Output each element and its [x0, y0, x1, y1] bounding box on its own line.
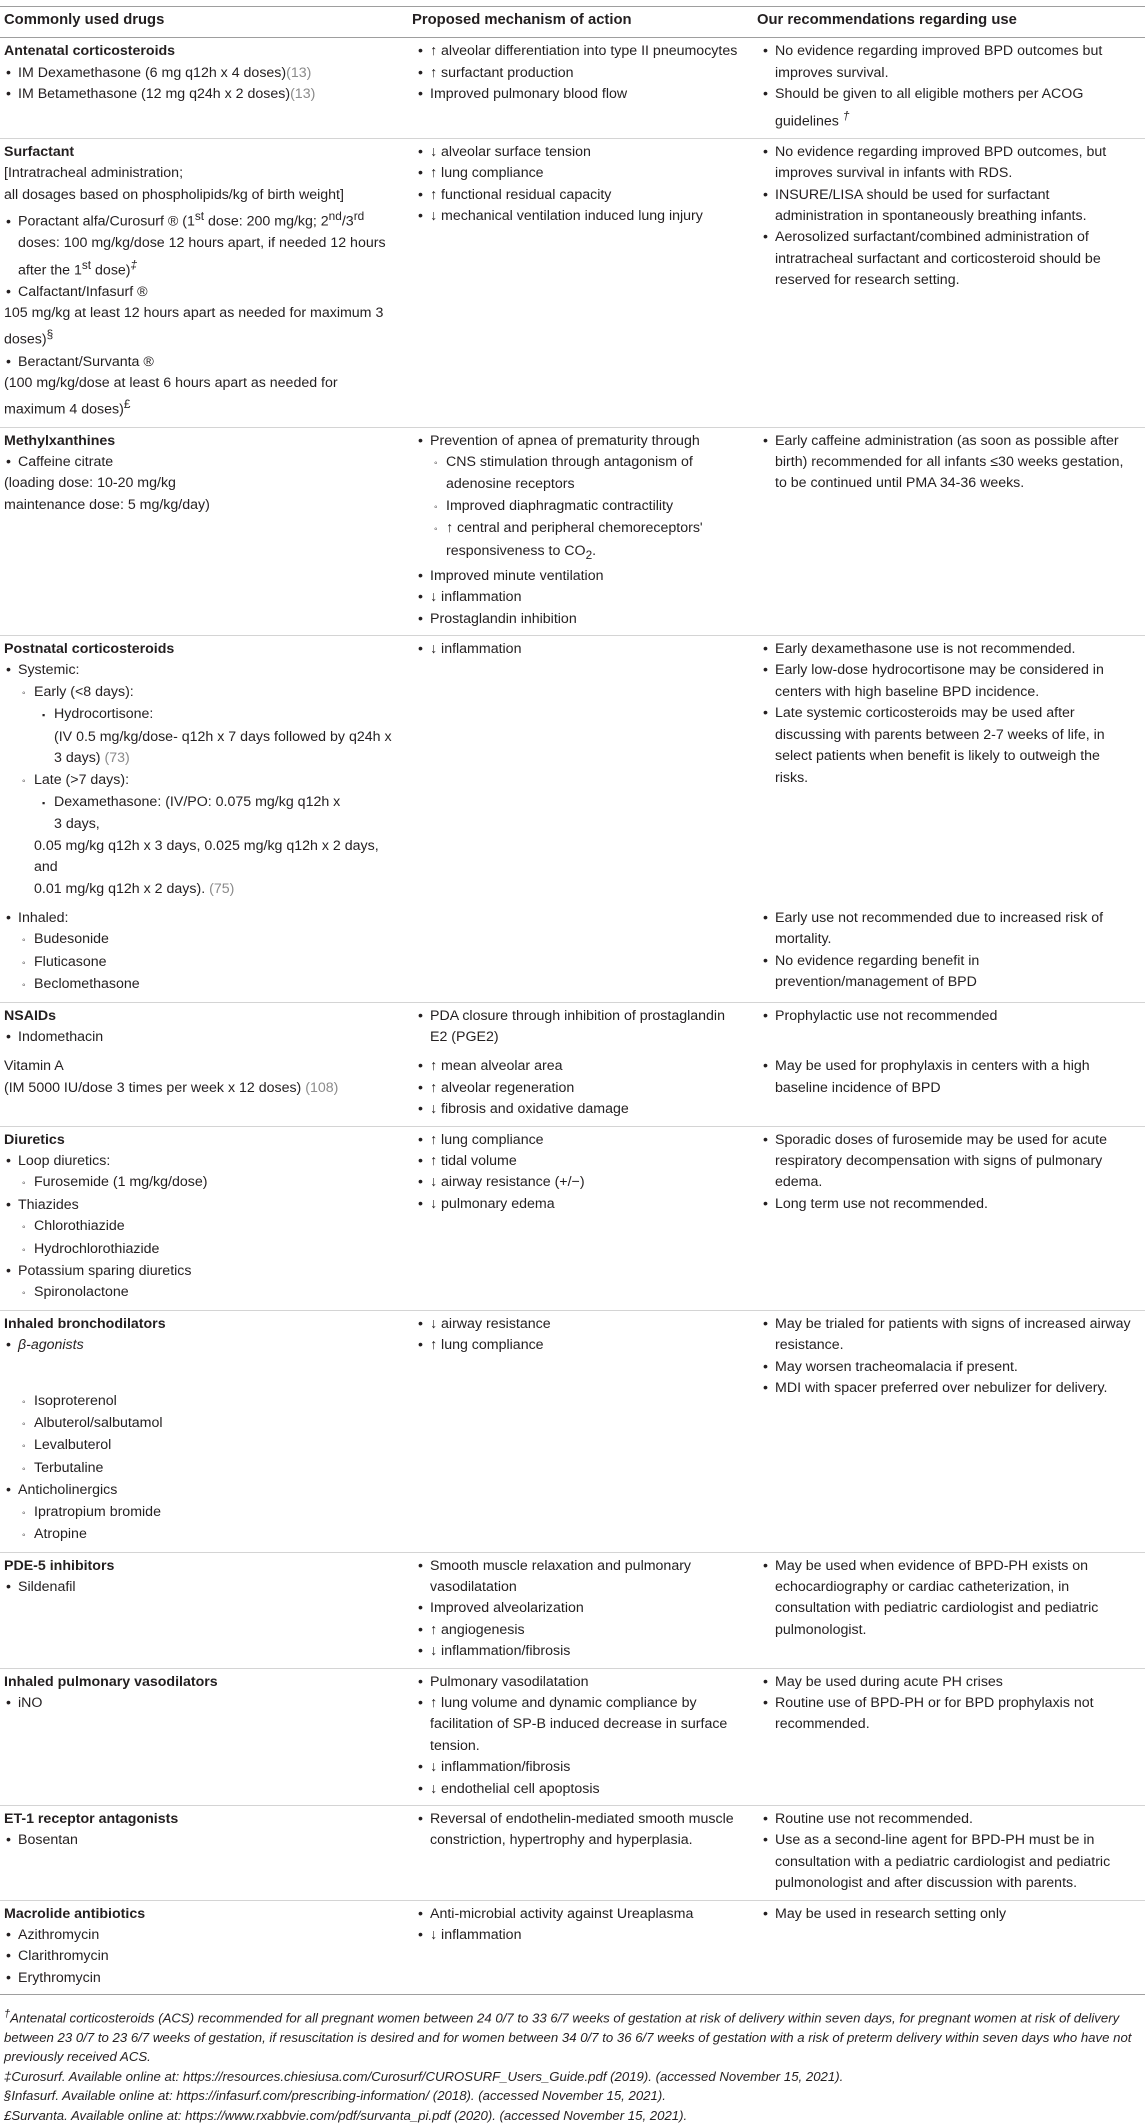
list-item: • ↑ alveolar differentiation into type II pneumocytes — [416, 41, 739, 62]
list-item: • May be used in research setting only — [761, 1904, 1131, 1925]
table-row-macrolides — [0, 1900, 1145, 1995]
mechanism-cell — [408, 1805, 753, 1900]
list-item: • ↑ lung compliance — [416, 1130, 739, 1151]
footnote-mark: § — [46, 327, 54, 342]
list-item: • ↑ tidal volume — [416, 1151, 739, 1172]
list-item: • ↓ alveolar surface tension — [416, 142, 739, 163]
list-item: • ↓ mechanical ventilation induced lung injury — [416, 206, 739, 227]
column-header-recommendations: Our recommendations regarding use — [753, 7, 1145, 38]
list-item: • May be used during acute PH crises — [761, 1672, 1131, 1693]
mechanism-cell — [408, 1900, 753, 1995]
table-row-pulmonary-vasodilators — [0, 1668, 1145, 1805]
list-item: • ↑ lung volume and dynamic compliance by facilitation of SP-B induced decrease in surface tension. — [416, 1693, 739, 1757]
list-item: • Systemic: — [4, 660, 394, 681]
list-item: • ↓ endothelial cell apoptosis — [416, 1779, 739, 1800]
dose-line: (IV 0.5 mg/kg/dose- q12h x 7 days followed by q24h x 3 days) (73) — [54, 728, 392, 767]
table-row-pde5 — [0, 1552, 1145, 1668]
list-item: • ↓ inflammation/fibrosis — [416, 1757, 739, 1778]
recommendation-cell — [753, 1552, 1145, 1668]
drug-name: Vitamin A — [4, 1058, 64, 1075]
sub-list-item: ◦ Albuterol/salbutamol — [4, 1413, 394, 1435]
table-header-row — [0, 7, 1145, 38]
sub-list-item: ◦ Fluticasone — [4, 952, 394, 974]
row-heading: Inhaled bronchodilators — [4, 1315, 166, 1332]
list-item: • Improved minute ventilation — [416, 566, 739, 587]
list-item: • PDA closure through inhibition of prostaglandin E2 (PGE2) — [416, 1006, 739, 1049]
mechanism-cell — [408, 1310, 753, 1552]
table-row-postnatal-inhaled — [0, 905, 1145, 1002]
sub-list-item: ◦ Early (<8 days): — [4, 682, 394, 704]
sub-list-item: ◦ CNS stimulation through antagonism of adenosine receptors — [416, 452, 739, 496]
sub-list-item: ◦ Furosemide (1 mg/kg/dose) — [4, 1172, 394, 1194]
list-item: • ↑ functional residual capacity — [416, 185, 739, 206]
drugs-cell — [0, 1805, 408, 1900]
list-item: • Sildenafil — [4, 1577, 394, 1598]
mechanism-cell — [408, 636, 753, 905]
mechanism-cell — [408, 905, 753, 1002]
dose-line: (100 mg/kg/dose at least 6 hours apart as needed for maximum 4 doses)£ — [4, 375, 338, 419]
row-heading: Macrolide antibiotics — [4, 1905, 146, 1922]
drugs-cell — [0, 905, 408, 1002]
list-item: • Anticholinergics — [4, 1480, 394, 1501]
footnote-mark: £ — [123, 397, 131, 412]
sub-list-item: ◦ Chlorothiazide — [4, 1216, 394, 1238]
reference-link[interactable]: (13) — [290, 86, 316, 103]
recommendation-cell — [753, 1002, 1145, 1053]
list-item: • ↑ mean alveolar area — [416, 1056, 739, 1077]
drugs-cell — [0, 1053, 408, 1126]
footnote-survanta: £Survanta. Available online at: https://www.rxabbvie.com/pdf/survanta_pi.pdf (2020). (accessed November 15, 2021). — [4, 2107, 688, 2123]
dose-line: (IM 5000 IU/dose 3 times per week x 12 doses) (108) — [4, 1079, 339, 1096]
list-item: • No evidence regarding improved BPD outcomes, but improves survival in infants with RDS. — [761, 142, 1131, 185]
list-item: • Improved alveolarization — [416, 1598, 739, 1619]
list-item: • Calfactant/Infasurf ® — [4, 282, 394, 303]
table-row-nsaids — [0, 1002, 1145, 1053]
list-item: • Poractant alfa/Curosurf ® (1st dose: 200 mg/kg; 2nd/3rd doses: 100 mg/kg/dose 12 hours apart, if needed 12 hours after the 1st dose)‡ — [4, 206, 394, 282]
list-item: • Inhaled: — [4, 908, 394, 929]
sub-list-item: ◦ Beclomethasone — [4, 974, 394, 996]
list-item: • Prophylactic use not recommended — [761, 1006, 1131, 1027]
mechanism-cell — [408, 1053, 753, 1126]
list-item: • Anti-microbial activity against Ureaplasma — [416, 1904, 739, 1925]
mechanism-cell — [408, 38, 753, 138]
recommendation-cell — [753, 1668, 1145, 1805]
sub-list-item: ◦ Budesonide — [4, 929, 394, 951]
footnote-infasurf: §Infasurf. Available online at: https://infasurf.com/prescribing-information/ (2018). (accessed November 15, 2021). — [4, 2088, 666, 2104]
list-item: • Early dexamethasone use is not recommended. — [761, 639, 1131, 660]
list-item: • Improved pulmonary blood flow — [416, 84, 739, 105]
row-heading: ET-1 receptor antagonists — [4, 1810, 179, 1827]
recommendation-cell — [753, 138, 1145, 427]
recommendation-cell — [753, 1900, 1145, 1995]
sub-sub-list-item: ▪ Hydrocortisone: — [4, 704, 394, 726]
footnote-mark: ‡ — [130, 257, 138, 272]
list-item: • ↓ inflammation — [416, 639, 739, 660]
list-item: • Long term use not recommended. — [761, 1194, 1131, 1215]
list-item: • Thiazides — [4, 1195, 394, 1216]
sub-list-item: ◦ Hydrochlorothiazide — [4, 1239, 394, 1261]
list-item: • Late systemic corticosteroids may be used after discussing with parents between 2-7 weeks of life, in select patients when benefit is likely to outweigh the risks. — [761, 703, 1131, 789]
row-heading: Antenatal corticosteroids — [4, 43, 176, 60]
list-item: • ↑ alveolar regeneration — [416, 1078, 739, 1099]
list-item: • May be trialed for patients with signs of increased airway resistance. — [761, 1314, 1131, 1357]
row-heading: NSAIDs — [4, 1007, 57, 1024]
reference-link[interactable]: (108) — [305, 1079, 339, 1096]
footnote-mark: † — [842, 108, 850, 123]
list-item: • IM Betamethasone (12 mg q24h x 2 doses)(13) — [4, 84, 394, 105]
reference-link[interactable]: (13) — [286, 64, 312, 81]
list-item: • iNO — [4, 1693, 394, 1714]
list-item: • Potassium sparing diuretics — [4, 1261, 394, 1282]
sub-sub-list-item: ▪ Dexamethasone: (IV/PO: 0.075 mg/kg q12h x — [4, 792, 394, 814]
mechanism-cell — [408, 1126, 753, 1310]
sub-list-item: ◦ Ipratropium bromide — [4, 1502, 394, 1524]
list-item: • ↑ surfactant production — [416, 63, 739, 84]
list-item: • ↓ inflammation/fibrosis — [416, 1641, 739, 1662]
list-item: • IM Dexamethasone (6 mg q12h x 4 doses)(13) — [4, 63, 394, 84]
list-item: • Aerosolized surfactant/combined administration of intratracheal surfactant and corticosteroid should be reserved for research setting. — [761, 227, 1131, 291]
recommendation-cell — [753, 1805, 1145, 1900]
sub-list-item: ◦ Terbutaline — [4, 1458, 394, 1480]
list-item: • Reversal of endothelin-mediated smooth muscle constriction, hypertrophy and hyperplasia. — [416, 1809, 739, 1852]
list-item: • INSURE/LISA should be used for surfactant administration in spontaneously breathing infants. — [761, 185, 1131, 228]
sub-list-item: ◦ Improved diaphragmatic contractility — [416, 496, 739, 518]
drugs-cell — [0, 1310, 408, 1552]
list-item: • Indomethacin — [4, 1027, 394, 1048]
column-header-drugs: Commonly used drugs — [0, 7, 408, 38]
recommendation-cell — [753, 38, 1145, 138]
list-item: • May worsen tracheomalacia if present. — [761, 1357, 1131, 1378]
table-row-surfactant — [0, 138, 1145, 427]
list-item: • Early low-dose hydrocortisone may be considered in centers with high baseline BPD incidence. — [761, 660, 1131, 703]
list-item: • Routine use of BPD-PH or for BPD prophylaxis not recommended. — [761, 1693, 1131, 1736]
list-item: • Early use not recommended due to increased risk of mortality. — [761, 908, 1131, 951]
note-line: [Intratracheal administration; — [4, 165, 184, 182]
list-item: • Use as a second-line agent for BPD-PH must be in consultation with a pediatric cardiologist and pediatric pulmonologist and after discussion with parents. — [761, 1830, 1131, 1894]
list-item: • β-agonists — [4, 1335, 394, 1356]
list-item: • May be used for prophylaxis in centers with a high baseline incidence of BPD — [761, 1056, 1131, 1099]
mechanism-cell — [408, 1002, 753, 1053]
list-item: • Clarithromycin — [4, 1946, 394, 1967]
list-item: • ↓ fibrosis and oxidative damage — [416, 1099, 739, 1120]
recommendation-cell — [753, 905, 1145, 1002]
drugs-cell — [0, 1002, 408, 1053]
row-heading: Surfactant — [4, 143, 75, 160]
row-heading: Methylxanthines — [4, 432, 116, 449]
table-row-antenatal — [0, 38, 1145, 138]
sub-list-item: ◦ Isoproterenol — [4, 1391, 394, 1413]
list-item: • Prostaglandin inhibition — [416, 609, 739, 630]
recommendation-cell — [753, 1053, 1145, 1126]
table-row-methylxanthines — [0, 427, 1145, 635]
list-item: • Routine use not recommended. — [761, 1809, 1131, 1830]
list-item: • Pulmonary vasodilatation — [416, 1672, 739, 1693]
mechanism-cell — [408, 1552, 753, 1668]
column-header-mechanism: Proposed mechanism of action — [408, 7, 753, 38]
drugs-cell — [0, 1126, 408, 1310]
table-row-et1 — [0, 1805, 1145, 1900]
list-item: • No evidence regarding benefit in prevention/management of BPD — [761, 951, 1131, 994]
mechanism-cell — [408, 1668, 753, 1805]
list-item: • ↑ angiogenesis — [416, 1620, 739, 1641]
list-item: • Sporadic doses of furosemide may be used for acute respiratory decompensation with signs of pulmonary edema. — [761, 1130, 1131, 1194]
table-row-diuretics — [0, 1126, 1145, 1310]
list-item: • Loop diuretics: — [4, 1151, 394, 1172]
list-item: • Beractant/Survanta ® — [4, 352, 394, 373]
list-item: • ↓ pulmonary edema — [416, 1194, 739, 1215]
list-item: • Azithromycin — [4, 1925, 394, 1946]
recommendation-cell — [753, 1310, 1145, 1552]
footnote-curosurf: ‡Curosurf. Available online at: https://resources.chiesiusa.com/Curosurf/CUROSURF_Users_Guide.pdf (2019). (accessed November 15, 2021). — [4, 2068, 844, 2084]
footnote-acs: †Antenatal corticosteroids (ACS) recommended for all pregnant women between 24 0/7 to 33 6/7 weeks of gestation at risk of delivery within seven days, for pregnant women at risk of delivery between 23 0/7 to 23 6/7 weeks of gestation, if resuscitation is desired and for women between 34 0/7 to 36 6/7 weeks of gestation with a risk of preterm delivery within seven days who have not previously received ACS. — [4, 2008, 1132, 2065]
list-item: • ↑ lung compliance — [416, 1335, 739, 1356]
sub-list-item: ◦ Late (>7 days): — [4, 770, 394, 792]
dose-line: 0.05 mg/kg q12h x 3 days, 0.025 mg/kg q12h x 2 days, and — [34, 837, 379, 876]
list-item: • Caffeine citrate — [4, 452, 394, 473]
list-item: • ↓ inflammation — [416, 587, 739, 608]
list-item: • ↓ inflammation — [416, 1925, 739, 1946]
dose-line: 105 mg/kg at least 12 hours apart as needed for maximum 3 doses)§ — [4, 305, 384, 349]
drugs-cell — [0, 1668, 408, 1805]
drugs-cell — [0, 138, 408, 427]
list-item: • May be used when evidence of BPD-PH exists on echocardiography or cardiac catheterization, in consultation with pediatric cardiologist and pediatric pulmonologist. — [761, 1556, 1131, 1642]
list-item: • Should be given to all eligible mothers per ACOG guidelines † — [761, 84, 1131, 133]
list-item: • MDI with spacer preferred over nebulizer for delivery. — [761, 1378, 1131, 1399]
reference-link[interactable]: (75) — [209, 880, 235, 897]
dose-line: (loading dose: 10-20 mg/kg — [4, 475, 176, 492]
footnotes — [0, 1995, 1145, 2125]
sub-list-item: ◦ Spironolactone — [4, 1282, 394, 1304]
drugs-cell — [0, 1552, 408, 1668]
sub-list-item: ◦ ↑ central and peripheral chemoreceptors' responsiveness to $CO_2$. — [416, 518, 739, 566]
recommendation-cell — [753, 636, 1145, 905]
drugs-cell — [0, 427, 408, 635]
drug-table — [0, 6, 1145, 1995]
list-item: • Bosentan — [4, 1830, 394, 1851]
table-row-vitamin-a — [0, 1053, 1145, 1126]
note-line: all dosages based on phospholipids/kg of birth weight] — [4, 186, 344, 203]
list-item: • ↑ lung compliance — [416, 163, 739, 184]
row-heading: Inhaled pulmonary vasodilators — [4, 1673, 218, 1690]
reference-link[interactable]: (73) — [104, 750, 130, 767]
dose-line: 3 days, — [54, 816, 100, 833]
recommendation-cell — [753, 427, 1145, 635]
row-heading: Diuretics — [4, 1131, 65, 1148]
list-item: • Prevention of apnea of prematurity through — [416, 431, 739, 452]
list-item: • Early caffeine administration (as soon as possible after birth) recommended for all infants ≤30 weeks gestation, to be continued until PMA 34-36 weeks. — [761, 431, 1131, 495]
mechanism-cell — [408, 427, 753, 635]
dose-line: maintenance dose: 5 mg/kg/day) — [4, 496, 210, 513]
list-item: • ↓ airway resistance (+/−) — [416, 1172, 739, 1193]
list-item: • Smooth muscle relaxation and pulmonary vasodilatation — [416, 1556, 739, 1599]
table-row-bronchodilators — [0, 1310, 1145, 1552]
recommendation-cell — [753, 1126, 1145, 1310]
drugs-cell — [0, 636, 408, 905]
dose-line: 0.01 mg/kg q12h x 2 days). (75) — [34, 880, 235, 897]
list-item: • No evidence regarding improved BPD outcomes but improves survival. — [761, 41, 1131, 84]
list-item: • ↓ airway resistance — [416, 1314, 739, 1335]
mechanism-cell — [408, 138, 753, 427]
list-item: • Erythromycin — [4, 1968, 394, 1989]
sub-list-item: ◦ Levalbuterol — [4, 1435, 394, 1457]
table-row-postnatal-systemic — [0, 636, 1145, 905]
row-heading: PDE-5 inhibitors — [4, 1557, 115, 1574]
row-heading: Postnatal corticosteroids — [4, 641, 175, 658]
drugs-cell — [0, 38, 408, 138]
drugs-cell — [0, 1900, 408, 1995]
sub-list-item: ◦ Atropine — [4, 1524, 394, 1546]
